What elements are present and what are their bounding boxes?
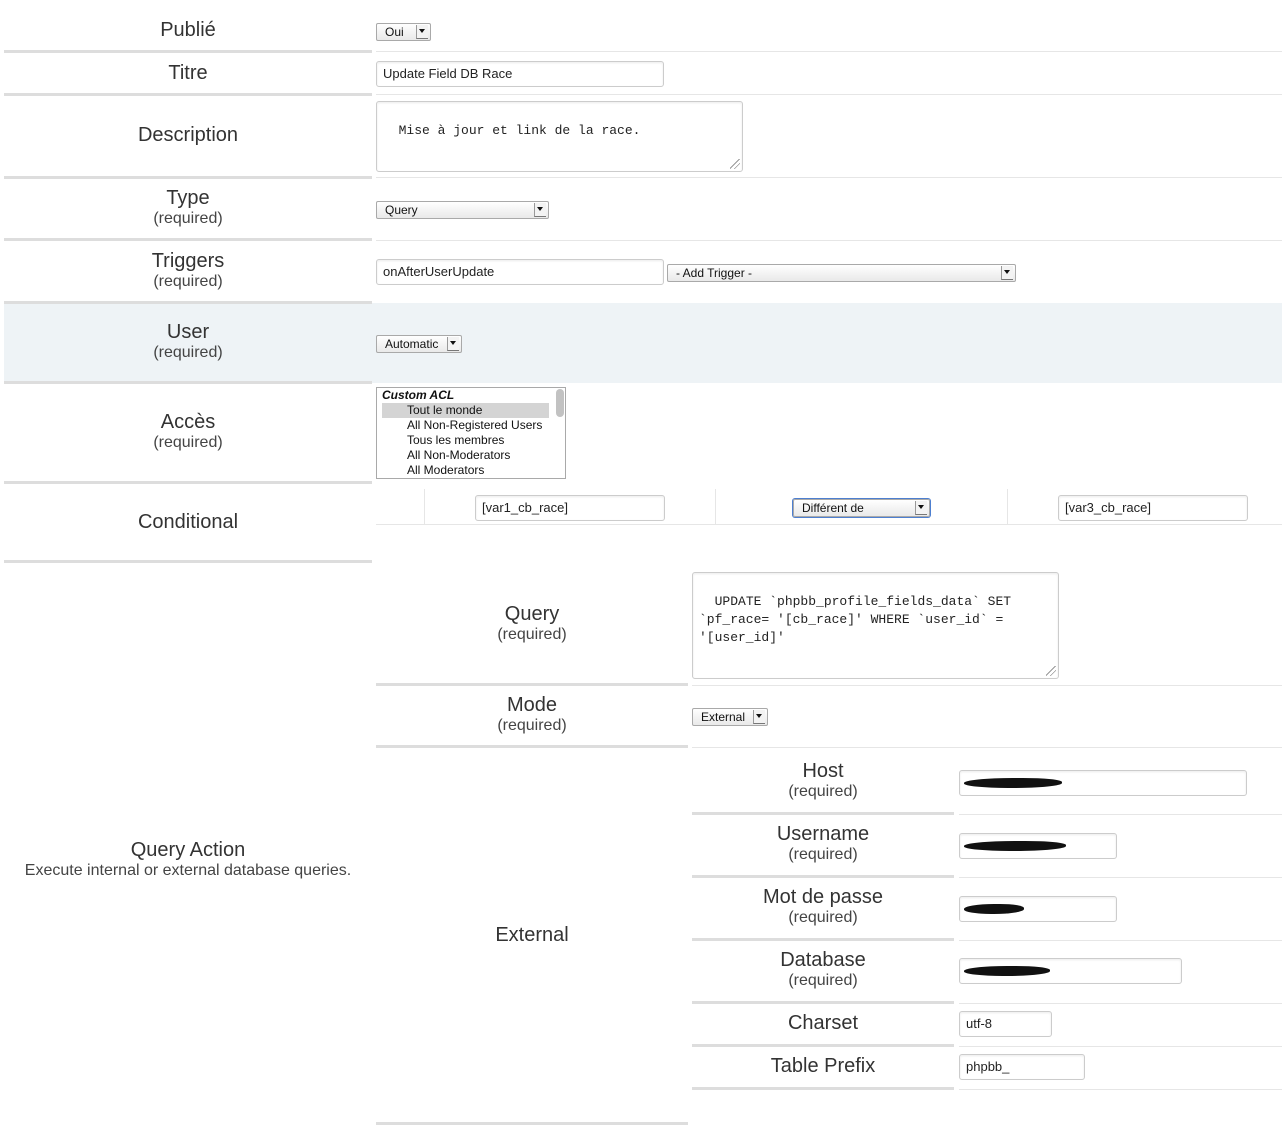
row-separator: [692, 1087, 954, 1090]
conditional-operator-value: Différent de: [802, 501, 864, 515]
mode-label: Mode: [506, 694, 558, 716]
conditional-operator-select[interactable]: [793, 499, 930, 517]
chevron-down-icon: [753, 710, 765, 724]
publie-select[interactable]: [376, 23, 431, 41]
username-required: (required): [788, 846, 858, 863]
row-separator: [959, 1003, 1282, 1004]
row-separator: [376, 177, 1282, 178]
row-separator: [959, 1046, 1282, 1047]
user-required: (required): [153, 344, 223, 361]
acces-scrollbar[interactable]: [556, 389, 564, 417]
row-separator: [692, 812, 954, 815]
mode-label-cell: [376, 694, 688, 736]
query-label-cell: [376, 603, 688, 645]
redacted-scribble: [964, 966, 1050, 976]
row-separator: [692, 1044, 954, 1047]
acces-required: (required): [153, 434, 223, 451]
query-text: UPDATE `phpbb_profile_fields_data` SET `pf_race= '[cb_race]' WHERE `user_id` = '[user_id]': [699, 594, 1012, 645]
user-label: User: [166, 321, 210, 343]
external-label: External: [495, 924, 569, 946]
query-action-label: Query Action: [130, 839, 246, 861]
titre-label: Titre: [168, 62, 208, 84]
row-separator: [4, 381, 372, 384]
row-separator: [4, 50, 372, 53]
row-separator: [376, 240, 1282, 241]
row-separator: [959, 940, 1282, 941]
resize-grip-icon[interactable]: [730, 159, 740, 169]
row-separator: [692, 938, 954, 941]
query-action-label-cell: [4, 839, 372, 881]
charset-input[interactable]: utf-8: [959, 1011, 1052, 1037]
type-required: (required): [153, 210, 223, 227]
type-label-cell: [4, 187, 372, 229]
titre-input[interactable]: Update Field DB Race: [376, 61, 664, 87]
chevron-down-icon: [1001, 266, 1013, 280]
description-label: Description: [137, 124, 239, 146]
password-label-cell: [692, 886, 954, 928]
user-label-cell: [4, 321, 372, 363]
database-input[interactable]: [959, 958, 1182, 984]
conditional-row-border: [376, 524, 1282, 525]
query-action-description: Execute internal or external database queries.: [24, 862, 352, 879]
row-separator: [4, 93, 372, 96]
acces-option[interactable]: All Moderators: [407, 463, 485, 477]
redacted-scribble: [964, 778, 1062, 788]
row-separator: [959, 877, 1282, 878]
query-label: Query: [504, 603, 560, 625]
conditional-label: Conditional: [137, 511, 239, 533]
charset-label: Charset: [787, 1012, 859, 1034]
user-select[interactable]: [376, 335, 462, 353]
type-label: Type: [166, 187, 210, 209]
triggers-required: (required): [153, 273, 223, 290]
external-label-cell: [376, 924, 688, 946]
conditional-cell-divider: [1007, 489, 1008, 524]
username-input[interactable]: [959, 833, 1117, 859]
conditional-field2-input[interactable]: [var3_cb_race]: [1058, 495, 1248, 521]
host-label-cell: [692, 760, 954, 802]
publie-label-cell: [4, 19, 372, 41]
add-trigger-select[interactable]: [667, 264, 1016, 282]
user-select-value: Automatic: [385, 337, 439, 351]
publie-label: Publié: [160, 19, 216, 41]
row-separator: [692, 747, 1282, 748]
row-separator: [4, 481, 372, 484]
table-prefix-label: Table Prefix: [770, 1055, 876, 1077]
acces-label-cell: [4, 411, 372, 453]
password-required: (required): [788, 909, 858, 926]
row-separator: [692, 875, 954, 878]
username-label: Username: [776, 823, 870, 845]
conditional-label-cell: [4, 511, 372, 533]
publie-select-value: Oui: [385, 25, 404, 39]
acces-option[interactable]: Tous les membres: [407, 433, 505, 447]
database-required: (required): [788, 972, 858, 989]
row-separator: [376, 683, 688, 686]
table-prefix-label-cell: [692, 1055, 954, 1077]
query-required: (required): [497, 626, 567, 643]
password-input[interactable]: [959, 896, 1117, 922]
host-input[interactable]: [959, 770, 1247, 796]
type-select-value: Query: [385, 203, 418, 217]
acces-option[interactable]: Tout le monde: [382, 403, 549, 418]
row-separator: [4, 238, 372, 241]
row-separator: [692, 685, 1282, 686]
row-separator: [376, 745, 688, 748]
chevron-down-icon: [447, 337, 459, 351]
database-label: Database: [780, 949, 866, 971]
database-label-cell: [692, 949, 954, 991]
resize-grip-icon[interactable]: [1046, 666, 1056, 676]
conditional-cell-divider: [715, 489, 716, 524]
acces-option[interactable]: All Non-Registered Users: [407, 418, 543, 432]
row-separator: [959, 1089, 1282, 1090]
add-trigger-select-value: - Add Trigger -: [676, 266, 753, 280]
triggers-label: Triggers: [151, 250, 225, 272]
triggers-label-cell: [4, 250, 372, 292]
conditional-cell-divider: [424, 489, 425, 524]
description-text: Mise à jour et link de la race.: [398, 123, 641, 138]
password-label: Mot de passe: [762, 886, 884, 908]
charset-label-cell: [692, 1012, 954, 1034]
row-separator: [376, 51, 1282, 52]
description-label-cell: [4, 124, 372, 146]
acces-option[interactable]: All Non-Moderators: [407, 448, 511, 462]
acces-label: Accès: [160, 411, 216, 433]
type-select[interactable]: [376, 201, 549, 219]
titre-label-cell: [4, 62, 372, 84]
row-separator: [376, 94, 1282, 95]
row-separator: [376, 1122, 688, 1125]
username-label-cell: [692, 823, 954, 865]
row-separator: [4, 560, 372, 563]
query-textarea[interactable]: [692, 572, 1059, 679]
description-textarea[interactable]: [376, 101, 743, 172]
conditional-field1-input[interactable]: [var1_cb_race]: [475, 495, 665, 521]
mode-select-value: External: [701, 710, 746, 724]
redacted-scribble: [964, 904, 1024, 914]
row-separator: [959, 814, 1282, 815]
row-separator: [4, 176, 372, 179]
row-separator: [692, 1001, 954, 1004]
mode-required: (required): [497, 717, 567, 734]
host-required: (required): [788, 783, 858, 800]
table-prefix-input[interactable]: phpbb_: [959, 1054, 1085, 1080]
chevron-down-icon: [915, 501, 927, 515]
mode-select[interactable]: [692, 708, 768, 726]
chevron-down-icon: [416, 25, 428, 39]
chevron-down-icon: [534, 203, 546, 217]
redacted-scribble: [964, 841, 1066, 851]
acces-listbox[interactable]: [376, 387, 566, 479]
triggers-input[interactable]: onAfterUserUpdate: [376, 259, 664, 285]
row-separator: [4, 301, 372, 304]
host-label: Host: [802, 760, 844, 782]
acces-group-label: Custom ACL: [382, 388, 455, 402]
